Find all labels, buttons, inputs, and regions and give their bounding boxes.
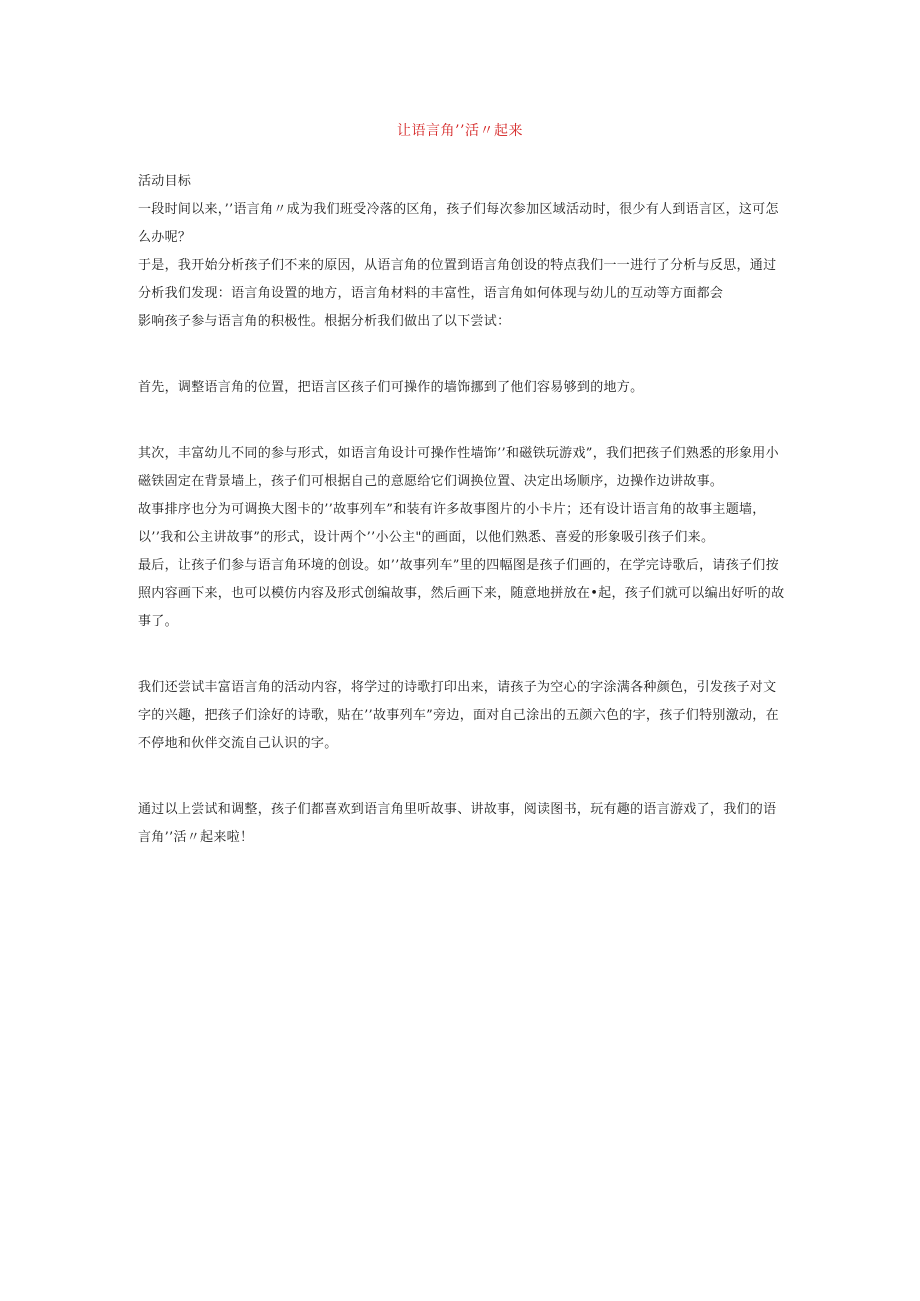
paragraph-analysis: 于是，我开始分析孩子们不来的原因，从语言角的位置到语言角创设的特点我们一一进行了分析与反思，通过分析我们发现：语言角设置的地方，语言角材料的丰富性，语言角如何体现与幼儿的互动等方面都会: [138, 258, 777, 301]
paragraph-enrich-content: 我们还尝试丰富语言角的活动内容，将学过的诗歌打印出来，请孩子为空心的字涂满各种颜色，引发孩子对文字的兴趣，把孩子们涂好的诗歌，贴在’’故事列车”旁边，面对自己涂出的五颜六色的字，孩子们特别激动，在不停地和伙伴交流自己认识的字。: [138, 680, 779, 751]
spacer: [138, 336, 788, 374]
section-heading-activity-goal: 活动目标: [138, 174, 192, 189]
document-title: 让语言角’’活〃起来: [397, 123, 523, 139]
paragraph-last-step: 最后，让孩子们参与语言角环境的创设。如’’故事列车”里的四幅图是孩子们画的，在学完诗歌后，请孩子们按照内容画下来，也可以模仿内容及形式创编故事，然后画下来，随意地拼放在•起，孩子们就可以编出好听的故事了。: [138, 558, 785, 629]
document-body: [138, 168, 788, 852]
paragraph-conclusion: 通过以上尝试和调整，孩子们都喜欢到语言角里听故事、讲故事，阅读图书，玩有趣的语言游戏了，我们的语言角’’活〃起来啦！: [138, 802, 777, 845]
paragraph-intro: 一段时间以来，’’语言角〃成为我们班受冷落的区角，孩子们每次参加区域活动时，很少有人到语言区，这可怎么办呢？: [138, 202, 779, 245]
paragraph-first-step: 首先，调整语言角的位置，把语言区孩子们可操作的墙饰挪到了他们容易够到的地方。: [138, 380, 644, 395]
paragraph-story-sorting: 故事排序也分为可调换大图卡的’’故事列车”和装有许多故事图片的小卡片；还有设计语言角的故事主题墙，以’’我和公主讲故事”的形式，设计两个’’小公主"的画面，以他们熟悉、喜爱的形象吸引孩子们来。: [138, 502, 766, 545]
paragraph-analysis-conclusion: 影响孩子参与语言角的积极性。根据分析我们做出了以下尝试：: [138, 314, 511, 329]
spacer: [138, 636, 788, 674]
spacer: [138, 758, 788, 796]
spacer: [138, 402, 788, 440]
paragraph-second-step: 其次，丰富幼儿不同的参与形式，如语言角设计可操作性墙饰’’和磁铁玩游戏”，我们把孩子们熟悉的形象用小磁铁固定在背景墙上，孩子们可根据自己的意愿给它们调换位置、决定出场顺序，边操作边讲故事。: [138, 446, 779, 489]
